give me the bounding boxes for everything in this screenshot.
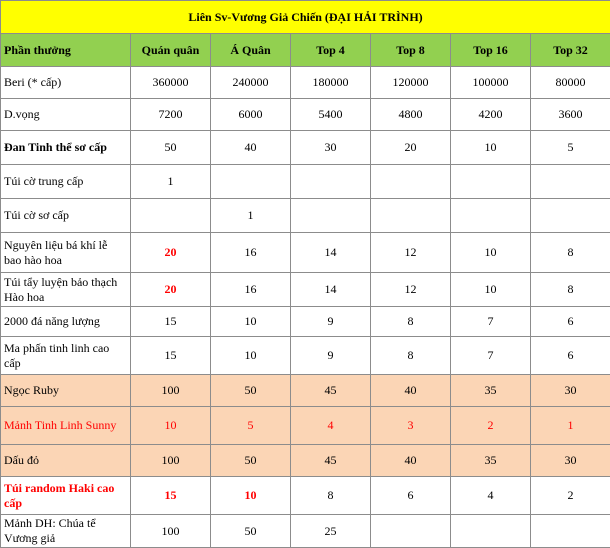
table-cell: 3600 xyxy=(531,99,610,131)
table-cell: 180000 xyxy=(291,67,371,99)
table-cell: 15 xyxy=(131,307,211,337)
row-label: Túi cờ trung cấp xyxy=(1,165,131,199)
col-header-top8: Top 8 xyxy=(371,34,451,67)
table-cell: 12 xyxy=(371,273,451,307)
row-label: Ma phấn tinh linh cao cấp xyxy=(1,337,131,375)
table-row xyxy=(1,407,610,445)
table-cell: 7 xyxy=(451,307,531,337)
table-row xyxy=(1,273,610,307)
table-row xyxy=(1,131,610,165)
table-cell xyxy=(451,199,531,233)
table-cell: 3 xyxy=(371,407,451,445)
col-header-champion: Quán quân xyxy=(131,34,211,67)
table-cell: 35 xyxy=(451,375,531,407)
table-cell: 10 xyxy=(451,273,531,307)
row-label: Beri (* cấp) xyxy=(1,67,131,99)
col-header-top16: Top 16 xyxy=(451,34,531,67)
table-cell: 4 xyxy=(291,407,371,445)
header-row xyxy=(1,34,610,67)
table-cell xyxy=(531,165,610,199)
table-cell: 50 xyxy=(131,131,211,165)
row-label: 2000 đá năng lượng xyxy=(1,307,131,337)
table-cell: 10 xyxy=(451,233,531,273)
table-cell: 4200 xyxy=(451,99,531,131)
table-cell: 5 xyxy=(211,407,291,445)
table-cell: 10 xyxy=(451,131,531,165)
table-cell: 7200 xyxy=(131,99,211,131)
table-row xyxy=(1,375,610,407)
table-cell: 6 xyxy=(371,477,451,515)
table-cell: 5 xyxy=(531,131,610,165)
table-cell: 10 xyxy=(211,477,291,515)
table-cell xyxy=(131,199,211,233)
row-label: D.vọng xyxy=(1,99,131,131)
table-cell: 50 xyxy=(211,375,291,407)
table-cell: 40 xyxy=(371,445,451,477)
table-cell xyxy=(531,199,610,233)
table-title: Liên Sv-Vương Giả Chiến (ĐẠI HẢI TRÌNH) xyxy=(1,1,610,34)
table-cell: 45 xyxy=(291,445,371,477)
table-row xyxy=(1,165,610,199)
table-row xyxy=(1,67,610,99)
table-cell: 8 xyxy=(371,337,451,375)
table-cell: 360000 xyxy=(131,67,211,99)
row-label: Đan Tinh thể sơ cấp xyxy=(1,131,131,165)
table-cell: 14 xyxy=(291,233,371,273)
table-cell: 12 xyxy=(371,233,451,273)
table-row xyxy=(1,445,610,477)
table-body xyxy=(1,67,610,548)
table-cell: 1 xyxy=(531,407,610,445)
table-cell: 6000 xyxy=(211,99,291,131)
row-label: Túi tẩy luyện bảo thạch Hào hoa xyxy=(1,273,131,307)
table-cell: 16 xyxy=(211,273,291,307)
col-header-top4: Top 4 xyxy=(291,34,371,67)
table-cell: 15 xyxy=(131,477,211,515)
table-cell: 8 xyxy=(531,273,610,307)
table-cell: 5400 xyxy=(291,99,371,131)
table-cell xyxy=(371,165,451,199)
table-cell: 50 xyxy=(211,515,291,548)
table-cell: 10 xyxy=(211,307,291,337)
table-row xyxy=(1,199,610,233)
table-cell: 14 xyxy=(291,273,371,307)
row-label: Nguyên liệu bá khí lễ bao hào hoa xyxy=(1,233,131,273)
table-cell xyxy=(451,515,531,548)
row-label: Mảnh Tinh Linh Sunny xyxy=(1,407,131,445)
table-cell: 2 xyxy=(451,407,531,445)
table-row xyxy=(1,307,610,337)
row-label: Ngọc Ruby xyxy=(1,375,131,407)
table-cell: 6 xyxy=(531,307,610,337)
table-cell: 1 xyxy=(211,199,291,233)
table-cell: 100 xyxy=(131,445,211,477)
table-cell xyxy=(211,165,291,199)
table-cell xyxy=(531,515,610,548)
table-cell: 50 xyxy=(211,445,291,477)
col-header-reward: Phần thưởng xyxy=(1,34,131,67)
table-cell: 8 xyxy=(531,233,610,273)
table-cell: 20 xyxy=(131,233,211,273)
table-cell: 30 xyxy=(291,131,371,165)
table-cell: 6 xyxy=(531,337,610,375)
table-cell: 35 xyxy=(451,445,531,477)
table-cell: 45 xyxy=(291,375,371,407)
table-cell: 240000 xyxy=(211,67,291,99)
table-cell: 4 xyxy=(451,477,531,515)
table-cell: 9 xyxy=(291,307,371,337)
table-cell: 100 xyxy=(131,375,211,407)
table-cell: 100 xyxy=(131,515,211,548)
table-cell xyxy=(291,165,371,199)
table-row xyxy=(1,337,610,375)
col-header-top32: Top 32 xyxy=(531,34,610,67)
table-cell xyxy=(451,165,531,199)
table-cell: 8 xyxy=(291,477,371,515)
table-cell: 100000 xyxy=(451,67,531,99)
row-label: Túi cờ sơ cấp xyxy=(1,199,131,233)
col-header-runner-up: Á Quân xyxy=(211,34,291,67)
title-row xyxy=(1,1,610,34)
table-cell: 1 xyxy=(131,165,211,199)
table-cell: 120000 xyxy=(371,67,451,99)
table-cell: 40 xyxy=(371,375,451,407)
table-cell xyxy=(371,199,451,233)
table-cell: 40 xyxy=(211,131,291,165)
table-cell: 10 xyxy=(131,407,211,445)
table-cell: 25 xyxy=(291,515,371,548)
table-cell: 80000 xyxy=(531,67,610,99)
table-cell xyxy=(371,515,451,548)
table-cell: 7 xyxy=(451,337,531,375)
table-cell: 9 xyxy=(291,337,371,375)
table-cell xyxy=(291,199,371,233)
table-cell: 30 xyxy=(531,445,610,477)
table-cell: 8 xyxy=(371,307,451,337)
table-cell: 20 xyxy=(371,131,451,165)
table-cell: 15 xyxy=(131,337,211,375)
table-cell: 2 xyxy=(531,477,610,515)
table-cell: 4800 xyxy=(371,99,451,131)
table-cell: 20 xyxy=(131,273,211,307)
table-row xyxy=(1,477,610,515)
row-label: Túi random Haki cao cấp xyxy=(1,477,131,515)
row-label: Mảnh DH: Chúa tể Vương giả xyxy=(1,515,131,548)
row-label: Dấu đỏ xyxy=(1,445,131,477)
table-row xyxy=(1,99,610,131)
table-cell: 10 xyxy=(211,337,291,375)
table-row xyxy=(1,515,610,548)
table-cell: 30 xyxy=(531,375,610,407)
table-row xyxy=(1,233,610,273)
table-cell: 16 xyxy=(211,233,291,273)
